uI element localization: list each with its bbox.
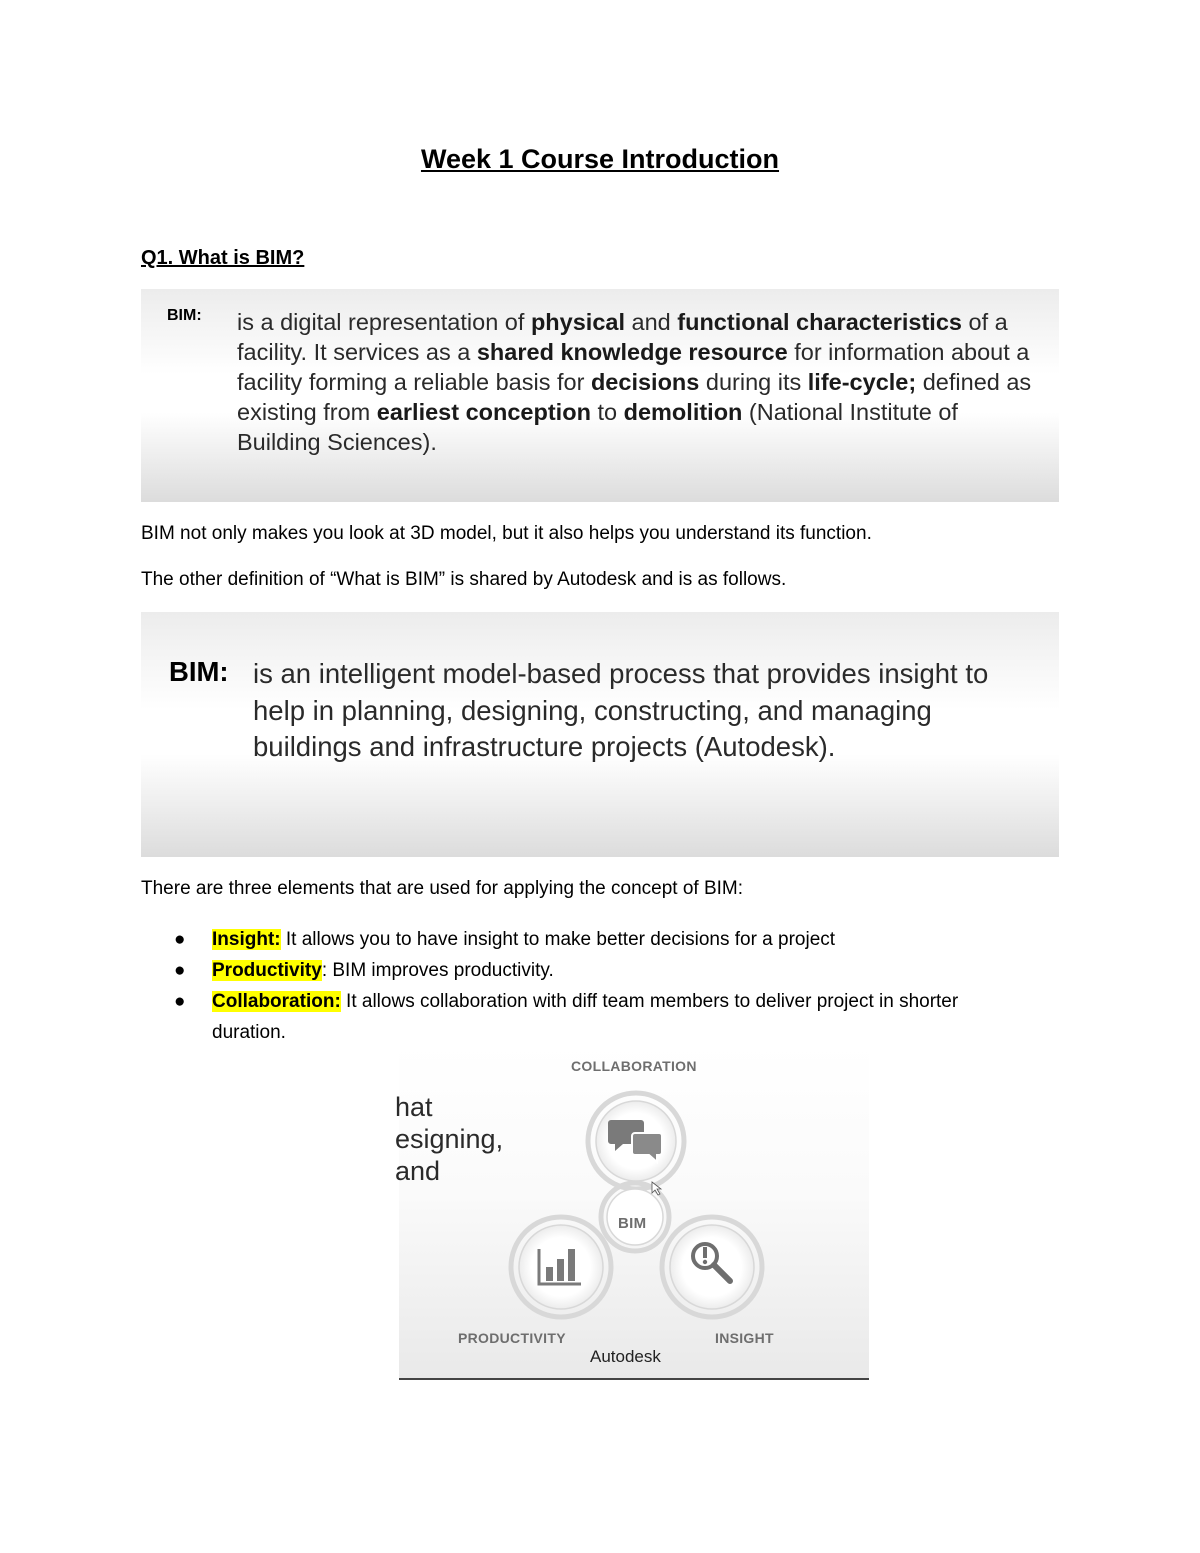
paragraph-3d-model: BIM not only makes you look at 3D model, but it also helps you understand its function. xyxy=(141,523,872,544)
cropped-text-line: hat xyxy=(395,1092,433,1122)
page-title: Week 1 Course Introduction xyxy=(420,144,780,174)
bullet-icon: ● xyxy=(174,991,186,1012)
list-item: ● Productivity: BIM improves productivity. xyxy=(141,955,1021,986)
definition-term: BIM: xyxy=(167,307,202,324)
paragraph-other-definition: The other definition of “What is BIM” is shared by Autodesk and is as follows. xyxy=(141,569,787,590)
productivity-label: PRODUCTIVITY xyxy=(458,1330,566,1346)
bim-label: BIM xyxy=(618,1215,647,1232)
list-item: ● Collaboration: It allows collaboration with diff team members to deliver project in shorter duration. xyxy=(141,986,1021,1048)
paragraph-three-elements: There are three elements that are used for applying the concept of BIM: xyxy=(141,878,744,899)
nibs-definition-text: is a digital representation of physical and functional characteristics of a facility. It services as a shared knowledge resource for information about a facility forming a reliable basis for decisions during its life-cycle; defined as existing from earliest conception to demolition (National Institute of Building Sciences). xyxy=(237,309,1032,455)
bim-elements-figure xyxy=(395,1045,869,1380)
list-item: ● Insight: It allows you to have insight to make better decisions for a project xyxy=(141,924,1021,955)
bullet-icon: ● xyxy=(174,929,186,950)
cropped-text-line: esigning, xyxy=(395,1124,504,1154)
elements-list xyxy=(141,924,1021,1048)
insight-label: INSIGHT xyxy=(715,1330,774,1346)
definition-term: BIM: xyxy=(169,656,229,687)
figure-credit: Autodesk xyxy=(590,1347,661,1366)
nibs-definition-box xyxy=(141,289,1059,502)
question-heading: Q1. What is BIM? xyxy=(141,247,305,269)
autodesk-definition-text: is an intelligent model-based process that provides insight to help in planning, designing, constructing, and managing buildings and infrastructure projects (Autodesk). xyxy=(253,658,989,762)
autodesk-definition-box xyxy=(141,612,1059,857)
collaboration-label: COLLABORATION xyxy=(571,1058,697,1074)
bullet-icon: ● xyxy=(174,960,186,981)
bim-diagram xyxy=(399,1045,869,1378)
cropped-text-line: and xyxy=(395,1156,441,1186)
